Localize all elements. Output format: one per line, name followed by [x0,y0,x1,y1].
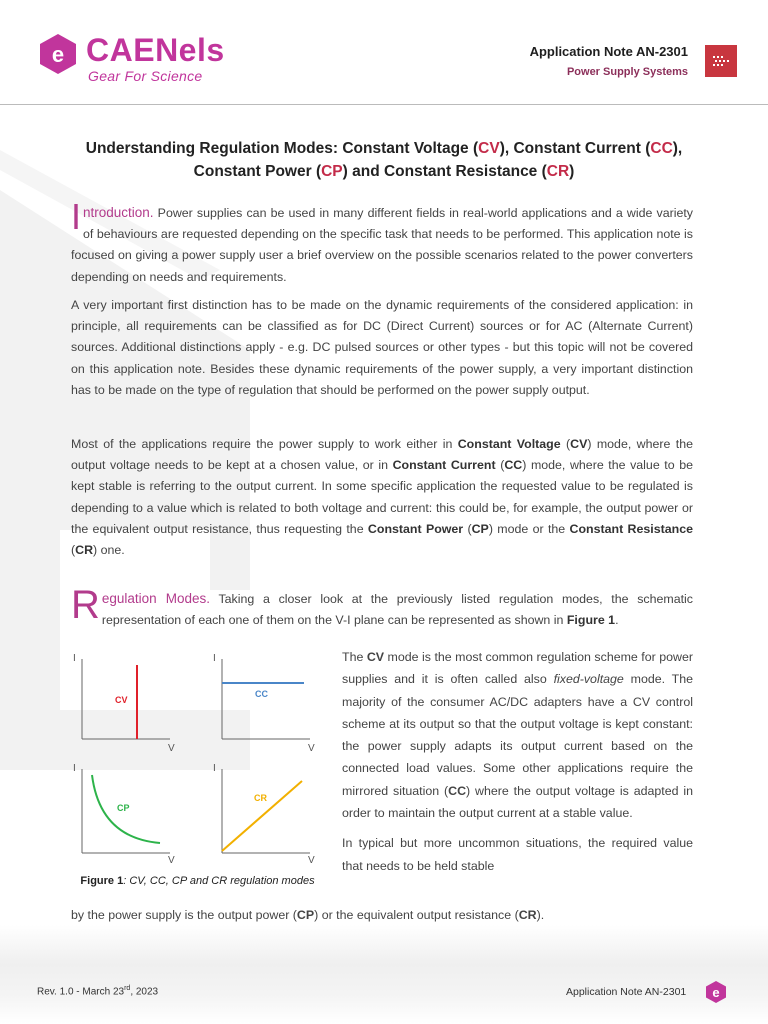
para-text: mode. The majority of the consumer AC/DC adapters have a CV control scheme at its output so that the output voltage is kept constant: the power supply adapts its output current based on the connected load values. Some other applications require the mirrored situation ( [342,672,693,798]
title-cv: CV [478,140,500,157]
term-constant-resistance: Constant Resistance [569,521,693,536]
para-text: ). [536,908,545,922]
para-text: The [342,650,367,664]
para-text: ( [560,437,571,451]
para-text: ( [495,458,505,473]
intro-paragraph [71,196,693,288]
term-fixed-voltage: fixed-voltage [553,672,624,687]
cc-axis-i: I [213,653,216,664]
title-text: ) and Constant Resistance ( [342,163,547,180]
cp-axis-v: V [168,855,175,866]
regulation-text: Taking a closer look at the previously listed regulation modes, the schematic representation of each one of them on the V-I plane can be represented as shown in [101,592,693,628]
header-divider [0,104,768,105]
footer-logo-icon [704,980,728,1004]
revision-info [37,985,158,997]
cr-axis-i: I [213,763,216,774]
app-note-number: Application Note AN-2301 [529,44,688,59]
para-text: ) mode or the [488,521,570,536]
term-cr: CR [518,908,537,922]
para-text: mode is the most common regulation scheme for power supplies and it is often called also [342,650,693,687]
cp-plot [73,763,175,866]
term-cc: CC [448,783,467,798]
cc-plot [213,653,315,754]
intro-dropcap: I [71,196,82,237]
cr-plot [213,763,315,866]
term-cp: CP [296,908,315,922]
svg-text:e: e [51,42,65,67]
title-text: Understanding Regulation Modes: Constant Voltage ( [85,140,479,157]
para-text: ( [71,543,76,558]
cp-cr-description [71,905,693,926]
para-text: ) or the equivalent output resistance ( [314,908,519,922]
cv-axis-i: I [73,653,76,664]
brand-tagline: Gear For Science [88,68,203,84]
title-cp: CP [321,163,343,180]
document-title [60,137,708,183]
revision-text: Rev. 1.0 - March 23 [37,986,125,998]
figure-caption [60,875,335,887]
intro-text: Power supplies can be used in many different fields in real-world applications and a wide variety of behaviours are requested depending on the specific task that needs to be performed. This application note is focused on giving a power supply user a brief overview on the possible scenarios related to the power converters depending on needs and requirements. [71,206,693,284]
footer-app-note: Application Note AN-2301 [566,986,687,998]
para-text: ) where the output voltage is adapted in order to maintain the output current at a stable value. [342,783,693,821]
term-cp: CP [471,521,489,536]
svg-text:e: e [712,985,720,1000]
term-constant-power: Constant Power [367,521,464,536]
cc-axis-v: V [308,743,315,754]
regulation-lead: egulation Modes. [101,591,210,606]
figure-reference: Figure 1 [566,613,616,628]
term-cv: CV [570,437,588,451]
cv-axis-v: V [168,743,175,754]
cp-label: CP [117,803,130,813]
term-cc: CC [504,458,523,473]
para-text: . [615,613,619,628]
term-constant-voltage: Constant Voltage [457,437,561,451]
header-app-note [530,44,688,78]
cr-label: CR [254,793,267,803]
title-cr: CR [546,163,570,180]
title-text: ), Constant Current ( [499,140,651,157]
brand-name: CAENels [86,32,225,68]
cv-label: CV [115,695,128,705]
app-note-category: Power Supply Systems [566,66,688,78]
caption-label: Figure 1 [80,875,124,887]
para-text: Most of the applications require the power supply to work either in [71,437,458,451]
cr-curve [222,781,302,851]
cc-label: CC [255,689,268,699]
revision-year: , 2023 [130,986,159,998]
cv-plot [73,653,175,754]
regulation-dropcap: R [71,583,100,627]
caenels-logo-icon [36,32,80,76]
regulation-paragraph [71,583,693,631]
para-text: ) mode, where the value to be kept stable is referring to the output current. In some specific application the requested value to be regulated is depending to a value which is related to both voltage and current: this could be, for example, the output power or the equivalent output resistance, thus requesting the [71,458,693,536]
title-text: ) [569,163,575,180]
category-badge-icon [705,45,737,77]
uncommon-paragraph: In typical but more uncommon situations, the required value that needs to be held stable [342,836,693,873]
para-text: ) one. [93,543,125,558]
term-cv: CV [366,650,385,664]
caenels-logo [36,32,276,86]
cp-axis-i: I [73,763,76,774]
revision-ordinal: rd [124,985,131,992]
distinction-paragraph: A very important first distinction has to be made on the dynamic requirements of the considered application: in principle, all requirements can be classified as for DC (Direct Current) sources or for AC (Alternate Current) sources. Additional distinctions apply - e.g. DC pulsed sources or other types - but this topic will not be covered on this application note. Besides these dynamic requirements of the power supply, a very important distinction has to be made on the type of regulation that should be performed on the power supply output. [71,298,693,397]
intro-lead: ntroduction. [83,205,154,220]
para-text: by the power supply is the output power ( [71,908,297,922]
cv-description [342,646,693,877]
footer-background [0,925,768,1024]
regulation-modes-figure [60,643,335,893]
modes-paragraph [71,434,693,561]
term-constant-current: Constant Current [392,458,496,473]
term-cr: CR [75,543,94,558]
caption-text: : CV, CC, CP and CR regulation modes [123,875,315,887]
para-text: ( [463,521,472,536]
para-text: ) mode, where the output voltage needs to be kept at a chosen value, or in [71,437,693,473]
cr-axis-v: V [308,855,315,866]
title-cc: CC [650,140,673,157]
title-text: ), Constant Power ( [193,140,683,180]
